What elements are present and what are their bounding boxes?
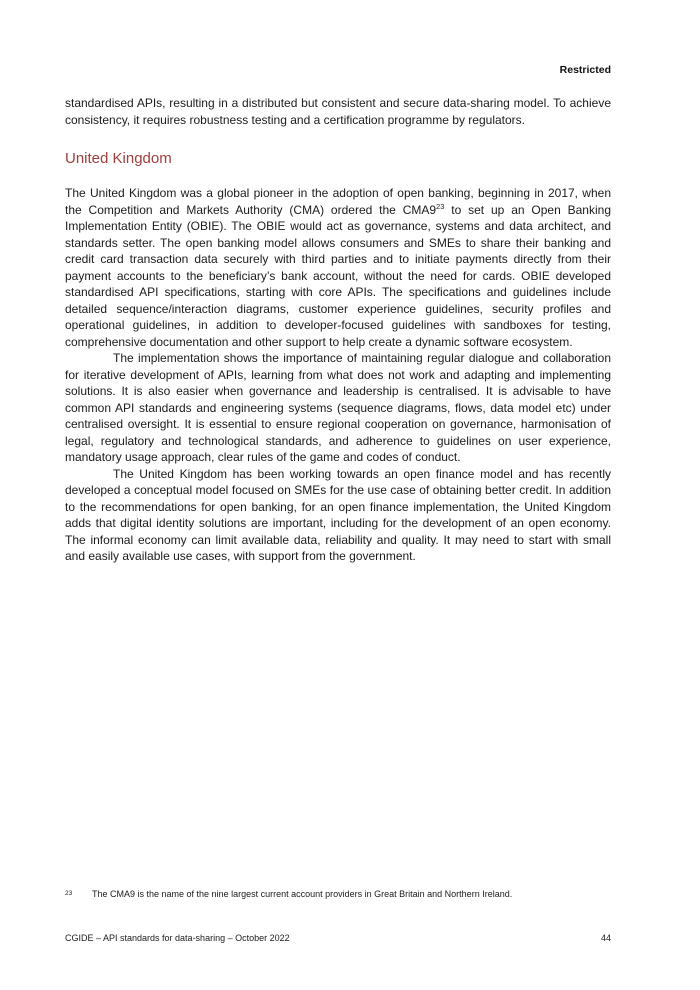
body-paragraph-2: The implementation shows the importance of maintaining regular dialogue and collaboration for iterative development of APIs, learning from what does not work and adapting and implementing solutions. It is also easier when governance and leadership is centralised. It is advisable to have common API standards and engineering systems (sequence diagrams, flows, data model etc) under centralised oversight. It is essential to ensure regional cooperation on governance, harmonisation of legal, regulatory and technological standards, and adherence to guidelines on user experience, mandatory usage approach, clear rules of the game and codes of conduct. — [65, 351, 611, 464]
body-paragraph-1 — [65, 185, 611, 350]
paragraph-1-text-after-footnote-ref: to set up an Open Banking Implementation Entity (OBIE). The OBIE would act as governance, systems and data architect, and standards setter. The open banking model allows consumers and SMEs to share their banking and credit card transaction data securely with third parties and to initiate payments directly from their payment accounts to the beneficiary’s bank account, without the need for cards. OBIE developed standardised API specifications, starting with core APIs. The specifications and guidelines include detailed sequence/interaction diagrams, customer experience guidelines, security profiles and operational guidelines, in addition to developer-focused guidelines with sandboxes for testing, comprehensive documentation and other support to help create a dynamic software ecosystem. — [65, 202, 611, 349]
footnote-marker: 23 — [65, 890, 73, 897]
footnote-text: The CMA9 is the name of the nine largest current account providers in Great Britain and Northern Ireland. — [92, 889, 513, 899]
footer-document-title: CGIDE – API standards for data-sharing – October 2022 — [65, 933, 290, 943]
footnote — [65, 888, 611, 900]
paragraph-1-text-before-footnote-ref: The United Kingdom was a global pioneer in the adoption of open banking, beginning in 2017, when the Competition and Markets Authority (CMA) ordered the CMA9 — [65, 186, 611, 217]
page-footer — [65, 932, 611, 944]
page-content — [65, 95, 611, 565]
section-heading: United Kingdom — [65, 150, 172, 167]
body-paragraph-3: The United Kingdom has been working towards an open finance model and has recently developed a conceptual model focused on SMEs for the use case of obtaining better credit. In addition to the recommendations for open banking, for an open finance implementation, the United Kingdom adds that digital identity solutions are important, including for the development of an open economy. The informal economy can limit available data, reliability and quality. It may need to start with small and easily available use cases, with support from the government. — [65, 466, 611, 563]
footer-page-number: 44 — [600, 933, 611, 943]
intro-paragraph: standardised APIs, resulting in a distributed but consistent and secure data-sharing model. To achieve consistency, it requires robustness testing and a certification programme by regulators. — [65, 96, 611, 127]
footnote-reference: 23 — [436, 201, 445, 211]
restricted-label: Restricted — [559, 64, 611, 76]
